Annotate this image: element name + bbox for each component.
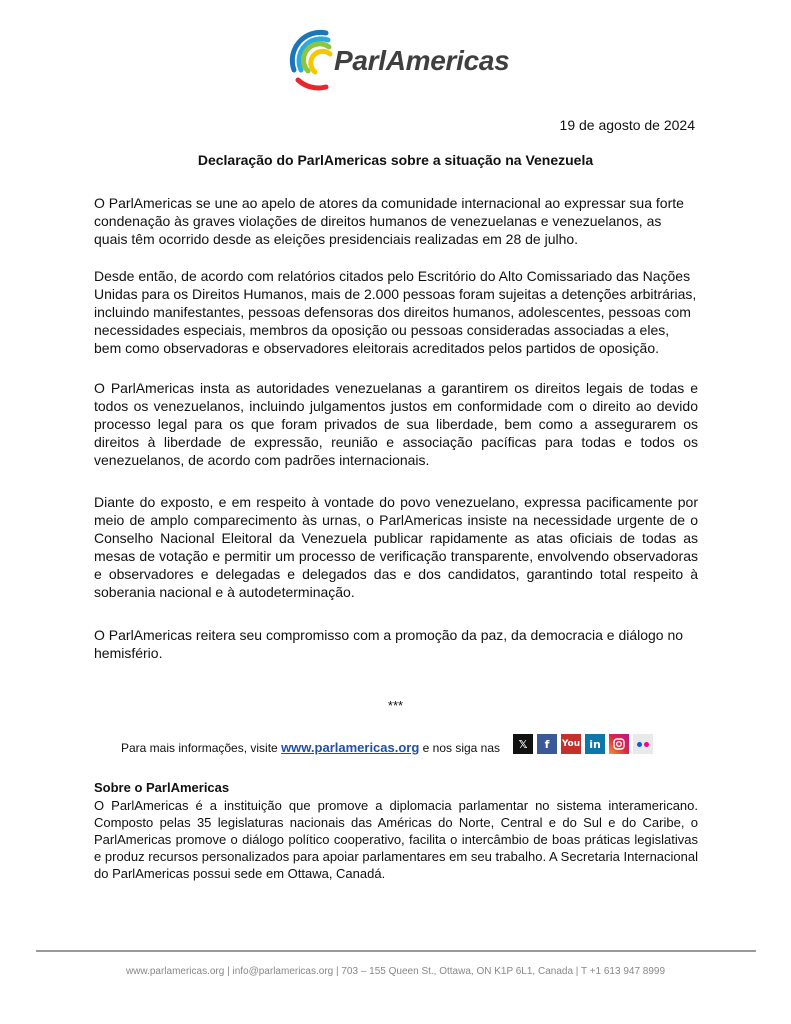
footer-contact: www.parlamericas.org | info@parlamericas.org | 703 – 155 Queen St., Ottawa, ON K1P 6L1, Canada | T +1 613 947 8999 — [125, 966, 666, 977]
footer-divider — [36, 950, 756, 952]
letter-date: 19 de agosto de 2024 — [559, 117, 695, 133]
paragraph-4: Diante do exposto, e em respeito à vontade do povo venezuelano, expressa pacificamente por meio de amplo comparecimento às urnas, o ParlAmericas insiste na necessidade urgente de o Conselho Nacional Eleitoral da Venezuela publicar rapidamente as atas oficiais de todas as mesas de votação e permitir um processo de verificação transparente, envolvendo observadoras e observadores e delegadas e delegados das e dos candidatos, garantindo total respeito à soberania nacional e à autodeterminação. — [94, 494, 698, 600]
website-link[interactable]: www.parlamericas.org — [281, 740, 420, 755]
paragraph-1: O ParlAmericas se une ao apelo de atores da comunidade internacional ao expressar sua forte condenação às graves violações de direitos humanos de venezuelanas e venezuelanos, as quais têm ocorrido desde as eleições presidenciais realizadas em 28 de julho. — [94, 195, 684, 247]
x-icon[interactable]: 𝕏 — [513, 734, 533, 754]
paragraph-2: Desde então, de acordo com relatórios citados pelo Escritório do Alto Comissariado das Nações Unidas para os Direitos Humanos, mais de 2.000 pessoas foram sujeitas a detenções arbitrárias, incluindo manifestantes, pessoas defensoras dos direitos humanos, adolescentes, pessoas com necessidades especiais, membros da oposição ou pessoas consideradas associadas a eles, bem como observadoras e observadores eleitorais acreditados pelos partidos de oposição. — [94, 268, 697, 356]
flickr-icon[interactable] — [633, 734, 653, 754]
facebook-icon[interactable]: f — [537, 734, 557, 754]
paragraph-3: O ParlAmericas insta as autoridades venezuelanas a garantirem os direitos legais de todas e todos os venezuelanos, incluindo julgamentos justos em conformidade com o direito ao devido processo legal para os que foram privados de sua liberdade, bem como a assegurarem os direitos à liberdade de expressão, reunião e associação pacíficas para todas e todos os venezuelanos, de acordo com padrões internacionais. — [94, 380, 698, 468]
logo-text: ParlAmericas — [334, 45, 510, 76]
about-text: O ParlAmericas é a instituição que promove a diplomacia parlamentar no sistema interamericano. Composto pelas 35 legislaturas nacionais das Américas do Norte, Central e do Sul e do Caribe, o ParlAmericas promove o diálogo político cooperativo, facilita o intercâmbio de boas práticas legislativas e produz recursos personalizados para apoiar parlamentares em seu trabalho. A Secretaria Internacional do ParlAmericas possui sede em Ottawa, Canadá. — [94, 798, 698, 881]
about-heading: Sobre o ParlAmericas — [94, 780, 230, 795]
linkedin-icon[interactable]: in — [585, 734, 605, 754]
paragraph-5: O ParlAmericas reitera seu compromisso com a promoção da paz, da democracia e diálogo no hemisfério. — [94, 627, 684, 661]
contact-prefix: Para mais informações, visite — [121, 741, 282, 755]
social-icons — [513, 734, 653, 754]
instagram-icon[interactable] — [609, 734, 629, 754]
youtube-icon[interactable]: You — [561, 734, 581, 754]
contact-suffix: e nos siga nas — [419, 741, 501, 755]
letter-title: Declaração do ParlAmericas sobre a situação na Venezuela — [197, 152, 594, 168]
parlamericas-logo — [286, 25, 526, 95]
separator: *** — [387, 698, 404, 713]
contact-line — [121, 740, 500, 755]
